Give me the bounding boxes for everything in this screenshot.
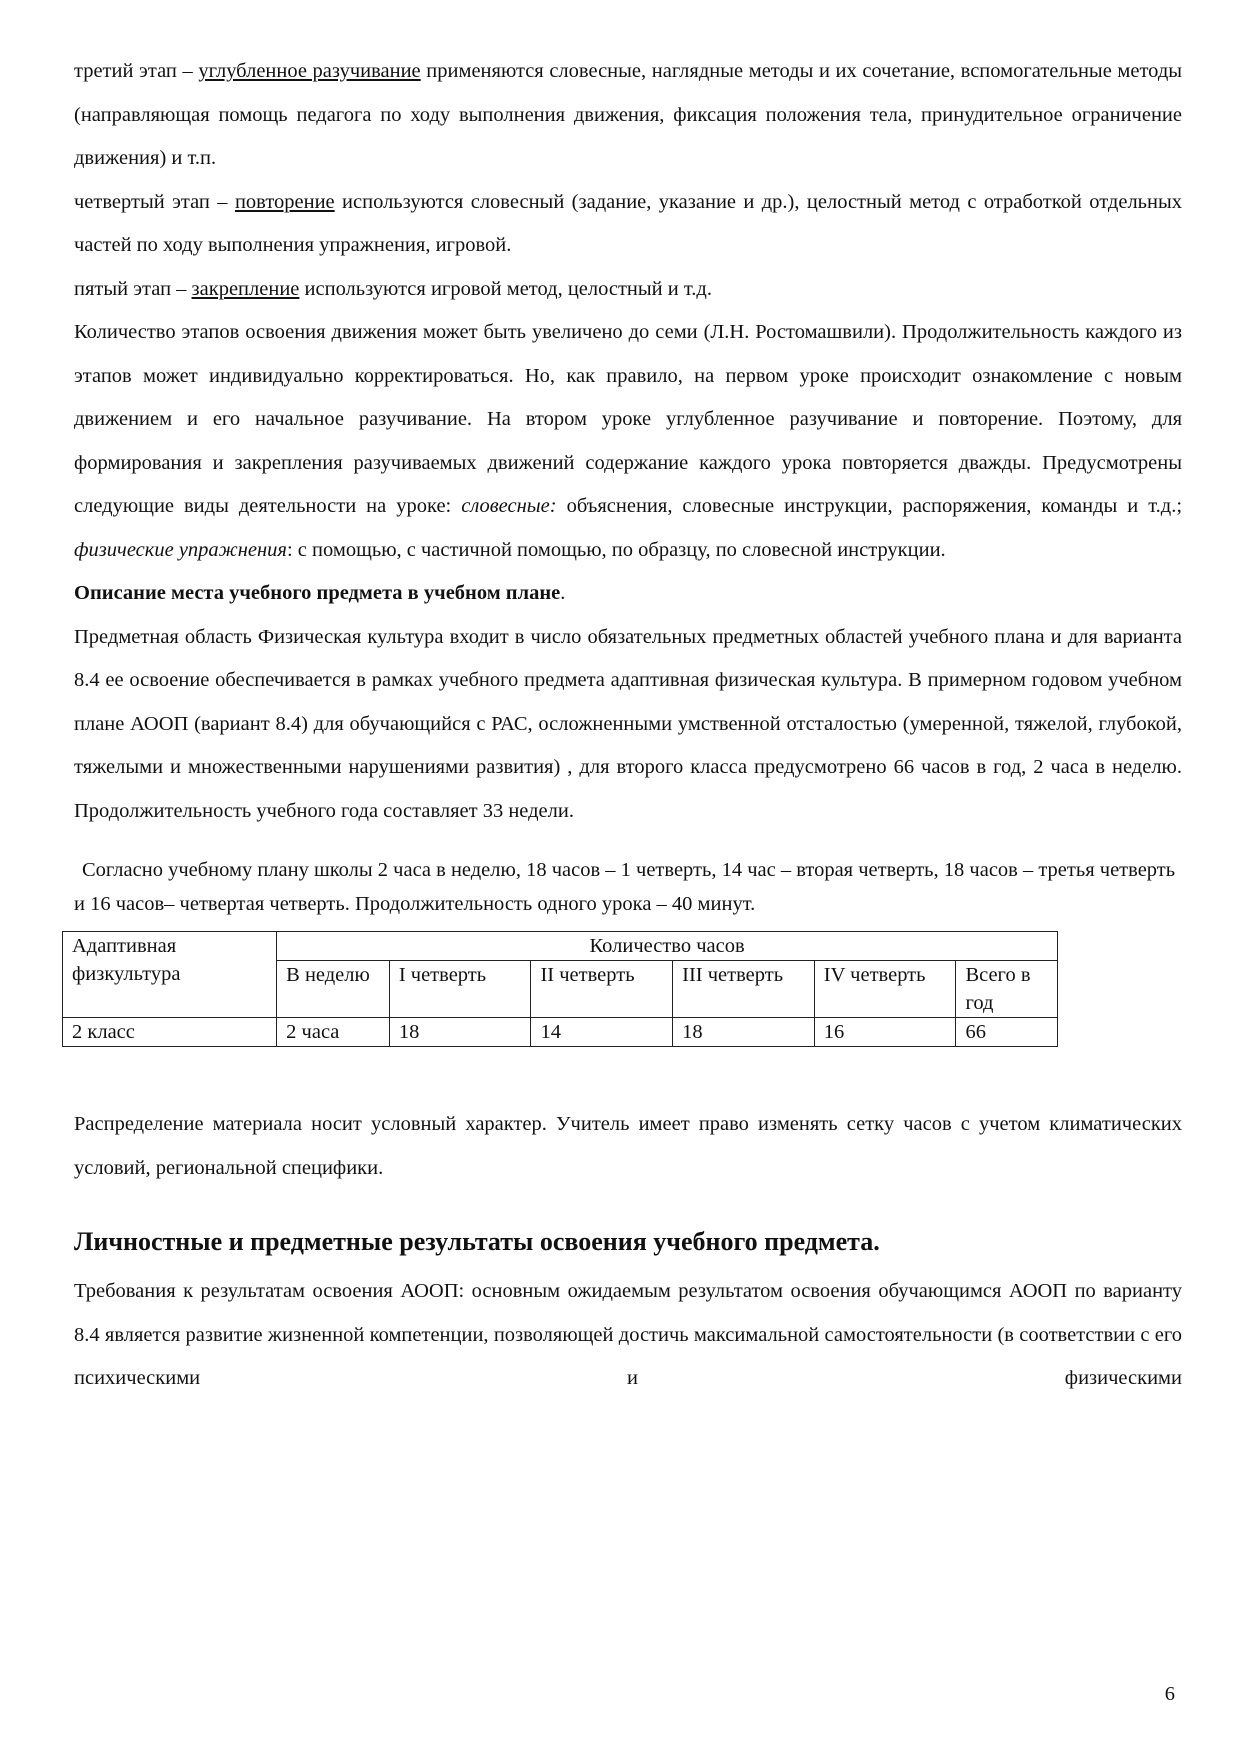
underlined-term: закрепление [191,277,300,300]
section-heading-curriculum-place: Описание места учебного предмета в учебном плане. [74,582,566,604]
heading-text: Описание места учебного предмета в учебном плане [74,582,561,604]
paragraph-stage-three [74,50,1182,181]
section-heading-results: Личностные и предметные результаты освоения учебного предмета. [74,1227,880,1256]
table-cell: 16 [814,1018,956,1047]
text: используются игровой метод, целостный и т.д. [304,277,712,300]
table-header-cell: В неделю [277,961,390,1018]
table-cell: 2 часа [277,1018,390,1047]
table-header-cell: I четверть [389,961,531,1018]
text: используются словесный (задание, указание и др.), целостный метод с отработкой отдельных частей по ходу выполнения упражнения, игровой. [74,190,1183,256]
table-row [63,1018,1058,1047]
italic-term: словесные: [461,495,557,517]
page-number: 6 [1164,1683,1175,1705]
paragraph-school-plan: Согласно учебному плану школы 2 часа в неделю, 18 часов – 1 четверть, 14 час – вторая четверть, 18 часов – третья четверть и 16 часов– четвертая четверть. Продолжительность одного урока – 40 минут. [74,859,1176,915]
table-cell: 14 [531,1018,673,1047]
table-cell: 2 класс [63,1018,277,1047]
paragraph-stage-five [74,268,1182,312]
table-corner-cell: Адаптивная физкультура [63,932,277,1018]
text: четвертый этап – [74,190,228,213]
table-cell: 66 [956,1018,1058,1047]
table-cell: 18 [389,1018,531,1047]
hours-table [62,931,1058,1047]
paragraph-subject-area: Предметная область Физическая культура входит в число обязательных предметных областей учебного плана и для варианта 8.4 ее освоение обеспечивается в рамках учебного предмета адаптивная физическая культура. В примерном годовом учебном плане АООП (вариант 8.4) для обучающийся с РАС, осложненными умственной отсталостью (умеренной, тяжелой, глубокой, тяжелыми и множественными нарушениями развития) , для второго класса предусмотрено 66 часов в год, 2 часа в неделю. Продолжительность учебного года составляет 33 недели. [74,625,1182,822]
italic-term: физические упражнения [74,538,287,561]
paragraph-material-distribution: Распределение материала носит условный характер. Учитель имеет право изменять сетку часов с учетом климатических условий, региональной специфики. [74,1113,1182,1179]
table-header-cell: II четверть [531,961,673,1018]
text: третий этап – [74,60,193,82]
paragraph-stage-four [74,181,1182,268]
underlined-term: углубленное разучивание [198,60,421,82]
table-group-header: Количество часов [277,932,1058,961]
document-page [74,50,1182,1401]
table-cell: 18 [673,1018,815,1047]
text: Количество этапов освоения движения может быть увеличено до семи (Л.Н. Ростомашвили). Продолжительность каждого из этапов может индивидуально корректироваться. Но, как правило, на первом уроке происходит ознакомление с новым движением и его начальное разучивание. На втором уроке углубленное разучивание и повторение. Поэтому, для формирования и закрепления разучиваемых движений содержание каждого урока повторяется дважды. Предусмотрены следующие виды деятельности на уроке: [74,321,1182,517]
paragraph-stages-count [74,311,1182,572]
table-row [63,932,1058,961]
table-header-cell: III четверть [673,961,815,1018]
paragraph-requirements: Требования к результатам освоения АООП: основным ожидаемым результатом освоения обучающимся АООП по варианту 8.4 является развитие жизненной компетенции, позволяющей достичь максимальной самостоятельности (в соответствии с его психическими и физическими [74,1280,1182,1389]
heading-text: Личностные и предметные результаты освоения учебного предмета [74,1227,874,1256]
table-header-cell: Всего в год [956,961,1058,1018]
underlined-term: повторение [234,190,335,213]
text: : с помощью, с частичной помощью, по образцу, по словесной инструкции. [286,538,946,561]
text: объяснения, словесные инструкции, распоряжения, команды и т.д.; [566,495,1183,517]
table-header-cell: IV четверть [814,961,956,1018]
text: пятый этап – [74,277,187,300]
text: применяются словесные, наглядные методы и их сочетание, вспомогательные методы (направляющая помощь педагога по ходу выполнения движения, фиксация положения тела, принудительное ограничение движения) и т.п. [74,60,1183,169]
